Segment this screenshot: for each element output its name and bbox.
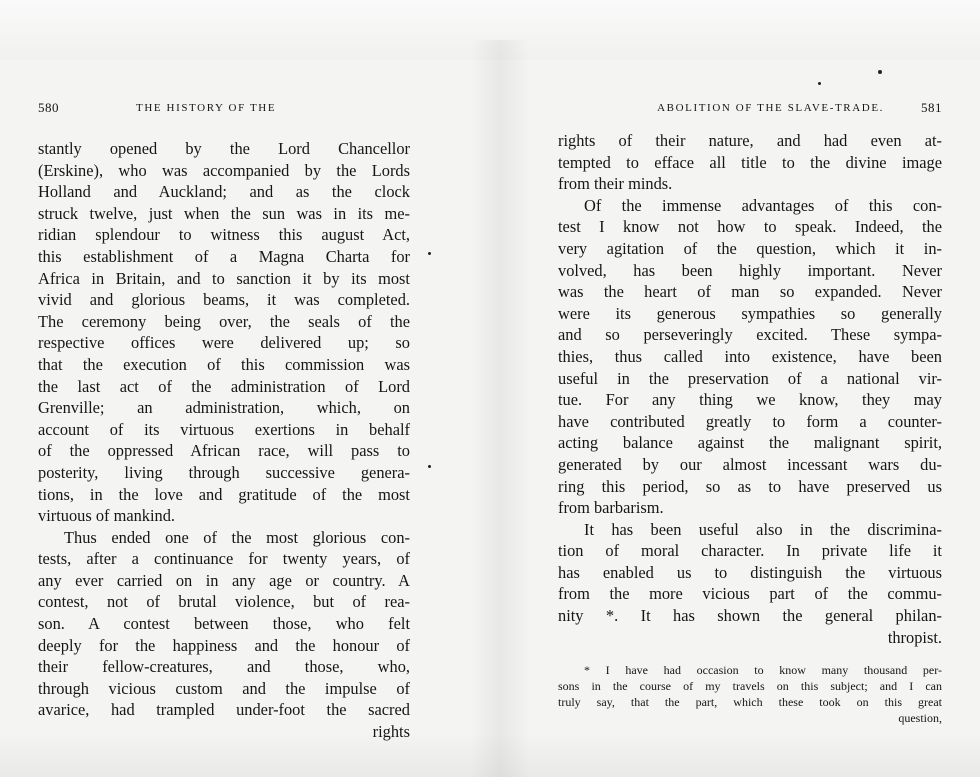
text-line: contest, not of brutal violence, but of rea- bbox=[38, 592, 410, 612]
text-line: thies, thus called into existence, have been bbox=[558, 346, 942, 366]
text-line: any ever carried on in any age or country. A bbox=[38, 570, 410, 590]
text-line: avarice, had trampled under-foot the sacred bbox=[38, 700, 410, 720]
text-line: nity *. It has shown the general philan- bbox=[558, 606, 942, 626]
text-line: from their minds. bbox=[558, 174, 673, 194]
text-line: from barbarism. bbox=[558, 498, 664, 518]
page-number: 580 bbox=[38, 100, 59, 115]
text-line: account of its virtuous exertions in behalf bbox=[38, 419, 410, 439]
scan-speck bbox=[428, 252, 431, 255]
text-line: useful in the preservation of a national vir- bbox=[558, 368, 942, 388]
text-line: ridian splendour to witness this august Act, bbox=[38, 225, 410, 245]
text-line: very agitation of the question, which it in- bbox=[558, 238, 942, 258]
running-head-title: ABOLITION OF THE SLAVE-TRADE. bbox=[657, 102, 884, 114]
text-line: tion of moral character. In private life it bbox=[558, 541, 942, 561]
right-page bbox=[558, 100, 942, 726]
footnote bbox=[558, 662, 942, 726]
text-line: Africa in Britain, and to sanction it by its most bbox=[38, 268, 410, 288]
text-line: struck twelve, just when the sun was in its me- bbox=[38, 203, 410, 223]
text-line: tempted to efface all title to the divine image bbox=[558, 152, 942, 172]
text-line: ring this period, so as to have preserved us bbox=[558, 476, 942, 496]
text-line: respective offices were delivered up; so bbox=[38, 333, 410, 353]
text-line: of the oppressed African race, will pass to bbox=[38, 441, 410, 461]
text-line: thropist. bbox=[887, 627, 942, 647]
page-number: 581 bbox=[921, 100, 942, 115]
text-line: the last act of the administration of Lord bbox=[38, 376, 410, 396]
text-line: Holland and Auckland; and as the clock bbox=[38, 182, 410, 202]
text-line: Of the immense advantages of this con- bbox=[584, 195, 942, 215]
text-line: were its generous sympathies so generally bbox=[558, 303, 942, 323]
text-line: son. A contest between those, who felt bbox=[38, 614, 410, 634]
text-line: from the more vicious part of the commu- bbox=[558, 584, 942, 604]
scan-speck bbox=[878, 70, 882, 74]
left-page bbox=[38, 100, 410, 743]
text-line: Thus ended one of the most glorious con- bbox=[64, 527, 410, 547]
text-line: that the execution of this commission was bbox=[38, 354, 410, 374]
scan-speck bbox=[428, 465, 431, 468]
text-line: posterity, living through successive genera- bbox=[38, 462, 410, 482]
text-line: their fellow-creatures, and those, who, bbox=[38, 657, 410, 677]
right-running-head bbox=[558, 100, 942, 122]
left-running-head bbox=[38, 100, 410, 122]
text-line: was the heart of man so expanded. Never bbox=[558, 282, 942, 302]
text-line: rights of their nature, and had even at- bbox=[558, 131, 942, 150]
text-line: acting balance against the malignant spirit, bbox=[558, 433, 942, 453]
text-line: It has been useful also in the discrimina- bbox=[584, 519, 942, 539]
catchword: rights bbox=[372, 722, 410, 742]
text-line: this establishment of a Magna Charta for bbox=[38, 246, 410, 266]
footnote-line: truly say, that the part, which these took on this great bbox=[558, 695, 942, 710]
text-line: tests, after a continuance for twenty years, of bbox=[38, 549, 410, 569]
text-line: generated by our almost incessant wars du- bbox=[558, 454, 942, 474]
text-line: tue. For any thing we know, they may bbox=[558, 390, 942, 410]
text-line: Grenville; an administration, which, on bbox=[38, 398, 410, 418]
footnote-line: sons in the course of my travels on this subject; and I can bbox=[558, 679, 942, 694]
text-line: test I know not how to speak. Indeed, the bbox=[558, 217, 942, 237]
text-line: through vicious custom and the impulse of bbox=[38, 678, 410, 698]
text-line: has enabled us to distinguish the virtuous bbox=[558, 562, 942, 582]
text-line: vivid and glorious beams, it was completed. bbox=[38, 290, 410, 310]
text-line: virtuous of mankind. bbox=[38, 506, 176, 526]
text-line: volved, has been highly important. Never bbox=[558, 260, 942, 280]
left-body-text bbox=[38, 138, 410, 743]
right-body-text bbox=[558, 130, 942, 648]
text-line: deeply for the happiness and the honour of bbox=[38, 635, 410, 655]
footnote-line: * I have had occasion to know many thousand per- bbox=[584, 663, 942, 678]
text-line: (Erskine), who was accompanied by the Lords bbox=[38, 160, 410, 180]
text-line: have contributed greatly to form a counter- bbox=[558, 411, 942, 431]
book-gutter bbox=[470, 40, 530, 777]
text-line: The ceremony being over, the seals of the bbox=[38, 311, 410, 331]
text-line: and so perseveringly excited. These sympa- bbox=[558, 325, 942, 345]
text-line: tions, in the love and gratitude of the most bbox=[38, 484, 410, 504]
running-head-title: THE HISTORY OF THE bbox=[136, 102, 277, 114]
scan-speck bbox=[818, 82, 821, 85]
footnote-catchword: question, bbox=[898, 711, 942, 726]
text-line: stantly opened by the Lord Chancellor bbox=[38, 139, 410, 158]
